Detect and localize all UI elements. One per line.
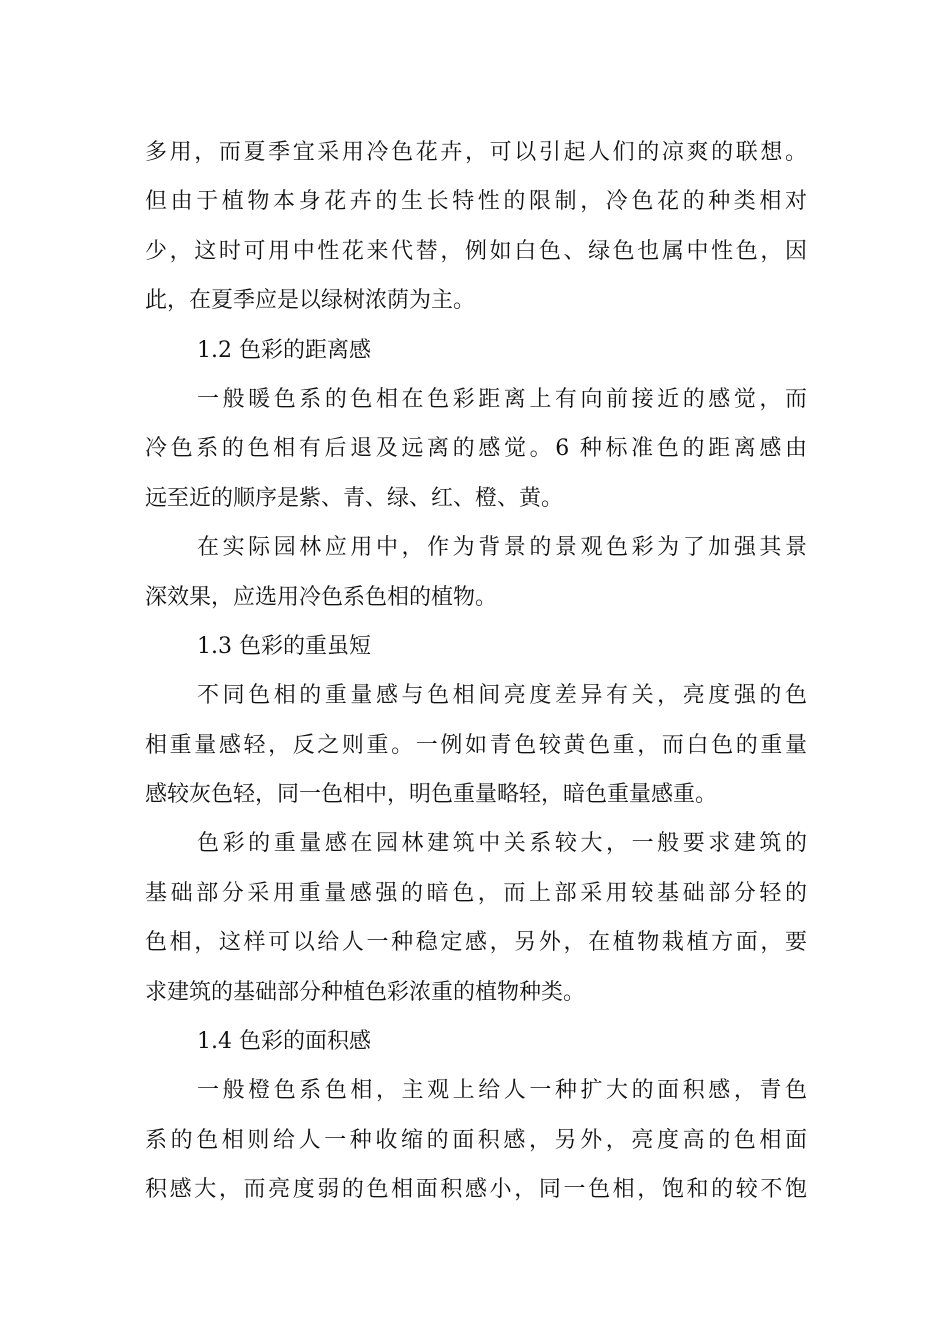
section-heading-1-3: [145, 622, 807, 671]
paragraph-continuation: [145, 128, 807, 326]
text-line: 远至近的顺序是紫、青、绿、红、橙、黄。: [145, 485, 564, 511]
text-line: 基础部分采用重量感强的暗色，而上部采用较基础部分轻的: [145, 880, 807, 906]
paragraph-distance: [145, 375, 807, 523]
text-line: 一般橙色系色相，主观上给人一种扩大的面积感，青色: [197, 1078, 807, 1104]
text-line: 少，这时可用中性花来代替，例如白色、绿色也属中性色，因: [145, 238, 807, 264]
text-line: 相重量感轻，反之则重。一例如青色较黄色重，而白色的重量: [145, 732, 807, 758]
text-line: 系的色相则给人一种收缩的面积感，另外，亮度高的色相面: [145, 1127, 807, 1153]
paragraph-area: [145, 1066, 807, 1214]
text-line: 积感大，而亮度弱的色相面积感小，同一色相，饱和的较不饱: [145, 1177, 807, 1203]
section-heading-1-4: [145, 1017, 807, 1066]
text-line: 不同色相的重量感与色相间亮度差异有关，亮度强的色: [197, 683, 807, 709]
text-line: 求建筑的基础部分种植色彩浓重的植物种类。: [145, 979, 586, 1005]
text-line: 多用，而夏季宜采用冷色花卉，可以引起人们的凉爽的联想。: [145, 140, 807, 165]
text-line: 深效果，应选用冷色系色相的植物。: [145, 584, 498, 610]
heading-text: 1.3 色彩的重虽短: [197, 633, 371, 659]
paragraph-architecture: [145, 819, 807, 1017]
text-line: 一般暖色系的色相在色彩距离上有向前接近的感觉，而: [197, 386, 807, 412]
text-line: 但由于植物本身花卉的生长特性的限制，冷色花的种类相对: [145, 189, 807, 215]
paragraph-application: [145, 523, 807, 622]
heading-text: 1.4 色彩的面积感: [197, 1029, 371, 1055]
text-line: 色相，这样可以给人一种稳定感，另外，在植物栽植方面，要: [145, 930, 807, 956]
text-line: 色彩的重量感在园林建筑中关系较大，一般要求建筑的: [197, 831, 807, 857]
text-line: 冷色系的色相有后退及远离的感觉。6 种标准色的距离感由: [145, 436, 807, 462]
text-line: 感较灰色轻，同一色相中，明色重量略轻，暗色重量感重。: [145, 782, 718, 808]
text-line: 在实际园林应用中，作为背景的景观色彩为了加强其景: [197, 535, 807, 561]
section-heading-1-2: [145, 326, 807, 375]
paragraph-weight: [145, 671, 807, 819]
text-line: 此，在夏季应是以绿树浓荫为主。: [145, 288, 476, 314]
document-page: [145, 128, 807, 1215]
heading-text: 1.2 色彩的距离感: [197, 337, 371, 363]
